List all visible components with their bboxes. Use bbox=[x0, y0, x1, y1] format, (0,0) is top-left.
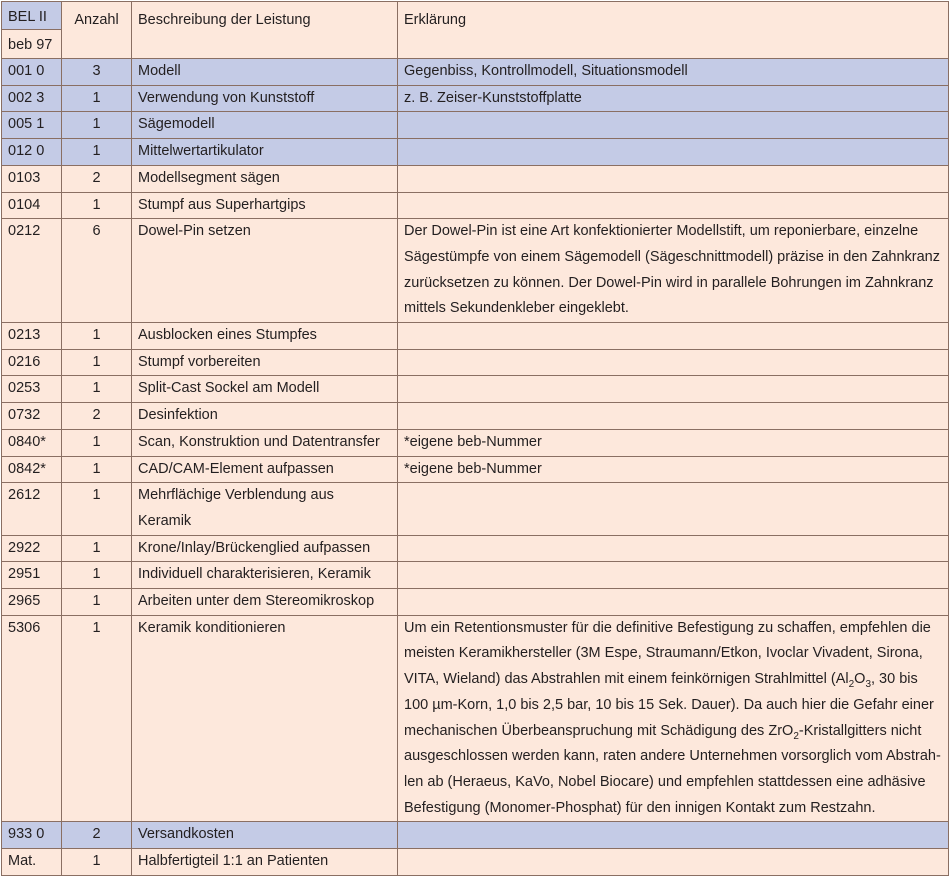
code-cell: 001 0 bbox=[2, 59, 62, 86]
description-cell: Mehrflächige Verblendung aus Keramik bbox=[132, 483, 398, 535]
explanation-cell bbox=[398, 589, 949, 616]
code-cell: 5306 bbox=[2, 615, 62, 822]
explanation-line: mittels Sekundenkleber eingeklebt. bbox=[404, 300, 629, 317]
description-cell: CAD/CAM-Element aufpassen bbox=[132, 456, 398, 483]
table-row bbox=[2, 849, 949, 876]
explanation-cell bbox=[398, 403, 949, 430]
description-cell: Krone/Inlay/Brückenglied aufpassen bbox=[132, 535, 398, 562]
table-row bbox=[2, 349, 949, 376]
text-segment: -Kristallgitters nicht bbox=[798, 722, 922, 739]
description-cell: Split-Cast Sockel am Modell bbox=[132, 376, 398, 403]
explanation-cell bbox=[398, 535, 949, 562]
explanation-cell bbox=[398, 112, 949, 139]
count-cell: 1 bbox=[62, 849, 132, 876]
explanation-cell bbox=[398, 483, 949, 535]
code-cell: 0104 bbox=[2, 192, 62, 219]
code-cell: 0842* bbox=[2, 456, 62, 483]
explanation-cell: *eigene beb-Nummer bbox=[398, 429, 949, 456]
description-cell: Ausblocken eines Stumpfes bbox=[132, 323, 398, 350]
description-cell: Modell bbox=[132, 59, 398, 86]
code-cell: 0213 bbox=[2, 323, 62, 350]
count-cell: 6 bbox=[62, 219, 132, 323]
code-cell: 0103 bbox=[2, 165, 62, 192]
explanation-cell bbox=[398, 849, 949, 876]
explanation-cell bbox=[398, 323, 949, 350]
header-explanation: Erklärung bbox=[398, 2, 949, 59]
explanation-cell bbox=[398, 822, 949, 849]
code-cell: 005 1 bbox=[2, 112, 62, 139]
code-cell: Mat. bbox=[2, 849, 62, 876]
count-cell: 1 bbox=[62, 429, 132, 456]
explanation-cell: z. B. Zeiser-Kunststoffplatte bbox=[398, 85, 949, 112]
explanation-cell bbox=[398, 562, 949, 589]
description-cell: Modellsegment sägen bbox=[132, 165, 398, 192]
description-cell: Stumpf vorbereiten bbox=[132, 349, 398, 376]
table-row bbox=[2, 562, 949, 589]
table-row bbox=[2, 192, 949, 219]
count-cell: 1 bbox=[62, 139, 132, 166]
count-cell: 1 bbox=[62, 349, 132, 376]
code-cell: 0840* bbox=[2, 429, 62, 456]
table-row bbox=[2, 456, 949, 483]
subscript: 2 bbox=[848, 679, 855, 691]
code-cell: 2612 bbox=[2, 483, 62, 535]
text-segment: , 30 bis bbox=[871, 671, 918, 688]
description-cell: Halbfertigteil 1:1 an Patienten bbox=[132, 849, 398, 876]
count-cell: 1 bbox=[62, 483, 132, 535]
explanation-cell bbox=[398, 376, 949, 403]
table-row bbox=[2, 165, 949, 192]
table-row bbox=[2, 615, 949, 822]
code-cell: 0732 bbox=[2, 403, 62, 430]
description-cell: Scan, Konstruktion und Datentransfer bbox=[132, 429, 398, 456]
explanation-cell bbox=[398, 349, 949, 376]
table-row bbox=[2, 376, 949, 403]
subscript: 3 bbox=[865, 679, 871, 691]
explanation-cell bbox=[398, 139, 949, 166]
description-cell: Individuell charakterisieren, Keramik bbox=[132, 562, 398, 589]
count-cell: 1 bbox=[62, 562, 132, 589]
explanation-line: Sägestümpfe von einem Sägemodell (Sägeschnittmodell) präzise in den Zahnkranz bbox=[404, 248, 940, 265]
count-cell: 2 bbox=[62, 822, 132, 849]
description-cell: Verwendung von Kunststoff bbox=[132, 85, 398, 112]
description-cell: Mittelwertartikulator bbox=[132, 139, 398, 166]
count-cell: 1 bbox=[62, 376, 132, 403]
table-row bbox=[2, 403, 949, 430]
count-cell: 1 bbox=[62, 85, 132, 112]
header-bel-label: BEL II bbox=[2, 2, 61, 30]
count-cell: 3 bbox=[62, 59, 132, 86]
count-cell: 1 bbox=[62, 615, 132, 822]
description-cell: Versandkosten bbox=[132, 822, 398, 849]
count-cell: 1 bbox=[62, 456, 132, 483]
description-cell: Stumpf aus Superhartgips bbox=[132, 192, 398, 219]
explanation-line: Um ein Retentionsmuster für die definitive Befestigung zu schaffen, empfehlen die bbox=[404, 619, 931, 636]
explanation-cell bbox=[398, 165, 949, 192]
table-row bbox=[2, 59, 949, 86]
explanation-line: len ab (Heraeus, KaVo, Nobel Biocare) und empfehlen stattdessen eine adhäsive bbox=[404, 773, 926, 790]
explanation-line: zurücksetzen zu können. Der Dowel-Pin wird in parallele Bohrungen im Zahnkranz bbox=[404, 274, 934, 291]
code-cell: 012 0 bbox=[2, 139, 62, 166]
table-row bbox=[2, 589, 949, 616]
text-segment: mechanischen Überbeanspruchung mit Schädigung des ZrO bbox=[404, 722, 794, 739]
count-cell: 1 bbox=[62, 323, 132, 350]
header-beb-label: beb 97 bbox=[8, 37, 53, 53]
count-cell: 1 bbox=[62, 192, 132, 219]
code-cell: 0253 bbox=[2, 376, 62, 403]
table-row bbox=[2, 219, 949, 323]
count-cell: 2 bbox=[62, 403, 132, 430]
header-row bbox=[2, 2, 949, 59]
explanation-line: ausgeschlossen werden kann, raten andere Unternehmen vorsorglich vom Abstrah- bbox=[404, 748, 941, 765]
description-cell: Arbeiten unter dem Stereomikroskop bbox=[132, 589, 398, 616]
explanation-cell: Gegenbiss, Kontrollmodell, Situationsmodell bbox=[398, 59, 949, 86]
count-cell: 1 bbox=[62, 589, 132, 616]
description-cell: Keramik konditionieren bbox=[132, 615, 398, 822]
explanation-line: Befestigung (Monomer-Phosphat) für den innigen Kontakt zum Restzahn. bbox=[404, 799, 876, 816]
table-row bbox=[2, 323, 949, 350]
description-cell: Dowel-Pin setzen bbox=[132, 219, 398, 323]
code-cell: 2965 bbox=[2, 589, 62, 616]
description-cell: Desinfektion bbox=[132, 403, 398, 430]
code-cell: 0216 bbox=[2, 349, 62, 376]
table-row bbox=[2, 85, 949, 112]
explanation-line bbox=[404, 719, 942, 745]
explanation-line: 100 µm-Korn, 1,0 bis 2,5 bar, 10 bis 15 Sek. Dauer). Da auch hier die Gefahr einer bbox=[404, 696, 934, 713]
description-cell: Sägemodell bbox=[132, 112, 398, 139]
code-cell: 933 0 bbox=[2, 822, 62, 849]
table-row bbox=[2, 822, 949, 849]
text-segment: O bbox=[854, 671, 866, 688]
explanation-line bbox=[404, 667, 942, 693]
table-row bbox=[2, 139, 949, 166]
table-row bbox=[2, 535, 949, 562]
count-cell: 1 bbox=[62, 535, 132, 562]
table-row bbox=[2, 429, 949, 456]
header-code-cell bbox=[2, 2, 62, 59]
explanation-cell: *eigene beb-Nummer bbox=[398, 456, 949, 483]
explanation-cell bbox=[398, 219, 949, 323]
subscript: 2 bbox=[793, 730, 799, 742]
explanation-cell bbox=[398, 192, 949, 219]
code-cell: 002 3 bbox=[2, 85, 62, 112]
explanation-line: Der Dowel-Pin ist eine Art konfektionierter Modellstift, um reponierbare, einzelne bbox=[404, 223, 919, 240]
code-cell: 2951 bbox=[2, 562, 62, 589]
count-cell: 2 bbox=[62, 165, 132, 192]
count-cell: 1 bbox=[62, 112, 132, 139]
table-row bbox=[2, 483, 949, 535]
explanation-line: meisten Keramikhersteller (3M Espe, Straumann/Etkon, Ivoclar Vivadent, Sirona, bbox=[404, 645, 923, 662]
table-row bbox=[2, 112, 949, 139]
code-cell: 0212 bbox=[2, 219, 62, 323]
text-segment: VITA, Wieland) das Abstrahlen mit einem feinkörnigen Strahlmittel (Al bbox=[404, 671, 849, 688]
code-cell: 2922 bbox=[2, 535, 62, 562]
explanation-cell bbox=[398, 615, 949, 822]
header-count: Anzahl bbox=[62, 2, 132, 59]
bel-table bbox=[1, 1, 949, 876]
header-description: Beschreibung der Leistung bbox=[132, 2, 398, 59]
